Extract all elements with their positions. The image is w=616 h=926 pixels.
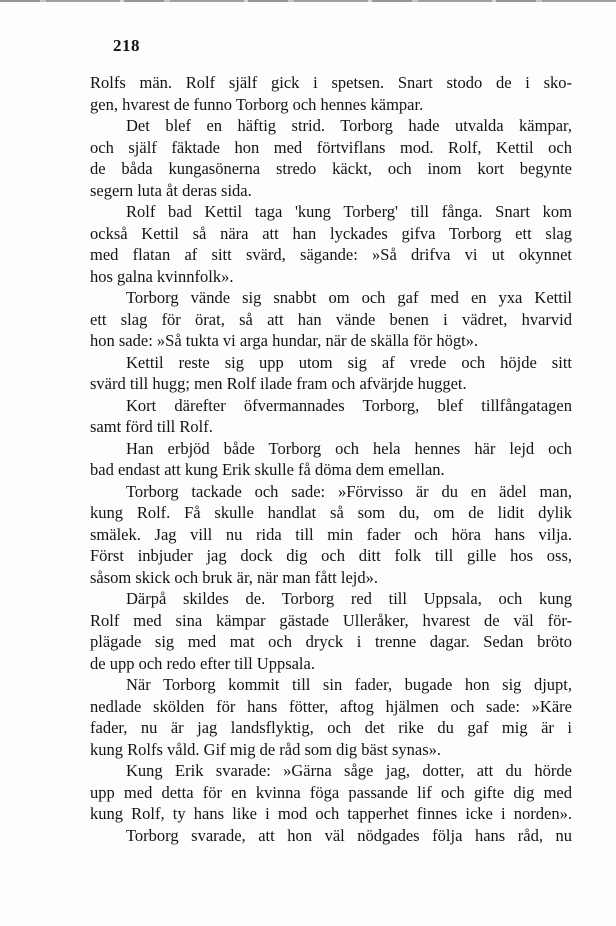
text-line: ett slag för örat, så att han vände benen i vädret, hvarvid [90,309,572,329]
text-line: kung Rolfs våld. Gif mig de råd som dig bäst synas». [90,739,442,759]
text-line: kung Rolf. Få skulle handlat så som du, om de lidit dylik [90,503,572,522]
text-line: Det blef en häftig strid. Torborg hade utvalda kämpar, [126,116,572,135]
text-line: fader, nu är jag landsflyktig, och det rike du gaf mig är i [90,718,572,737]
text-line: Torborg vände sig snabbt om och gaf med en yxa Kettil [126,288,572,307]
text-line: samt förd till Rolf. [90,417,213,436]
text-line: hos galna kvinnfolk». [90,266,234,286]
scan-edge-rule [0,0,616,2]
text-line: Först inbjuder jag dock dig och ditt folk till gille hos oss, [90,546,572,565]
text-line: Rolfs män. Rolf själf gick i spetsen. Snart stodo de i sko- [90,73,572,92]
text-line: Rolf bad Kettil taga 'kung Torberg' till fånga. Snart kom [126,202,572,221]
text-line: också Kettil så nära att han lyckades gifva Torborg ett slag [90,223,572,243]
text-line: Kung Erik svarade: »Gärna såge jag, dotter, att du hörde [126,761,572,780]
text-line: hon sade: »Så tukta vi arga hundar, när de skälla för högt». [90,331,479,350]
text-line: såsom skick och bruk är, när man fått lejd». [90,567,379,587]
text-line: plägade sig med mat och dryck i trenne dagar. Sedan bröto [90,632,572,651]
text-line: kung Rolf, ty hans like i mod och tapperhet finnes icke i norden». [90,804,572,823]
text-line: bad endast att kung Erik skulle få döma dem emellan. [90,460,445,479]
text-line: Han erbjöd både Torborg och hela hennes här lejd och [126,438,572,458]
text-line: Kettil reste sig upp utom sig af vrede och höjde sitt [126,352,572,372]
text-line: Rolf med sina kämpar gästade Ulleråker, hvarest de väl för- [90,610,572,630]
page-number: 218 [113,36,140,55]
text-line: med flatan af sitt svärd, sägande: »Så drifva vi ut okynnet [90,245,572,264]
body-text [90,72,572,846]
text-line: svärd till hugg; men Rolf ilade fram och afvärjde hugget. [90,374,467,393]
text-line: Torborg svarade, att hon väl nödgades följa hans råd, nu [126,825,572,845]
text-line: Kort därefter öfvermannades Torborg, blef tillfångatagen [126,395,572,415]
text-line: de upp och redo efter till Uppsala. [90,653,315,673]
text-line: de båda kungasönerna stredo käckt, och inom kort begynte [90,159,572,178]
text-line: och själf fäktade hon med förtviflans mod. Rolf, Kettil och [90,137,572,157]
text-line: gen, hvarest de funno Torborg och hennes kämpar. [90,94,424,114]
text-line: nedlade skölden för hans fötter, aftog hjälmen och sade: »Käre [90,696,572,716]
text-line: upp med detta för en kvinna föga passande lif och gifte dig med [90,782,572,802]
text-line: segern luta åt deras sida. [90,180,252,200]
text-line: smälek. Jag vill nu rida till min fader och höra hans vilja. [90,524,572,544]
text-line: När Torborg kommit till sin fader, bugade hon sig djupt, [126,675,572,694]
text-line: Därpå skildes de. Torborg red till Uppsala, och kung [126,589,572,608]
text-line: Torborg tackade och sade: »Förvisso är du en ädel man, [126,481,572,501]
